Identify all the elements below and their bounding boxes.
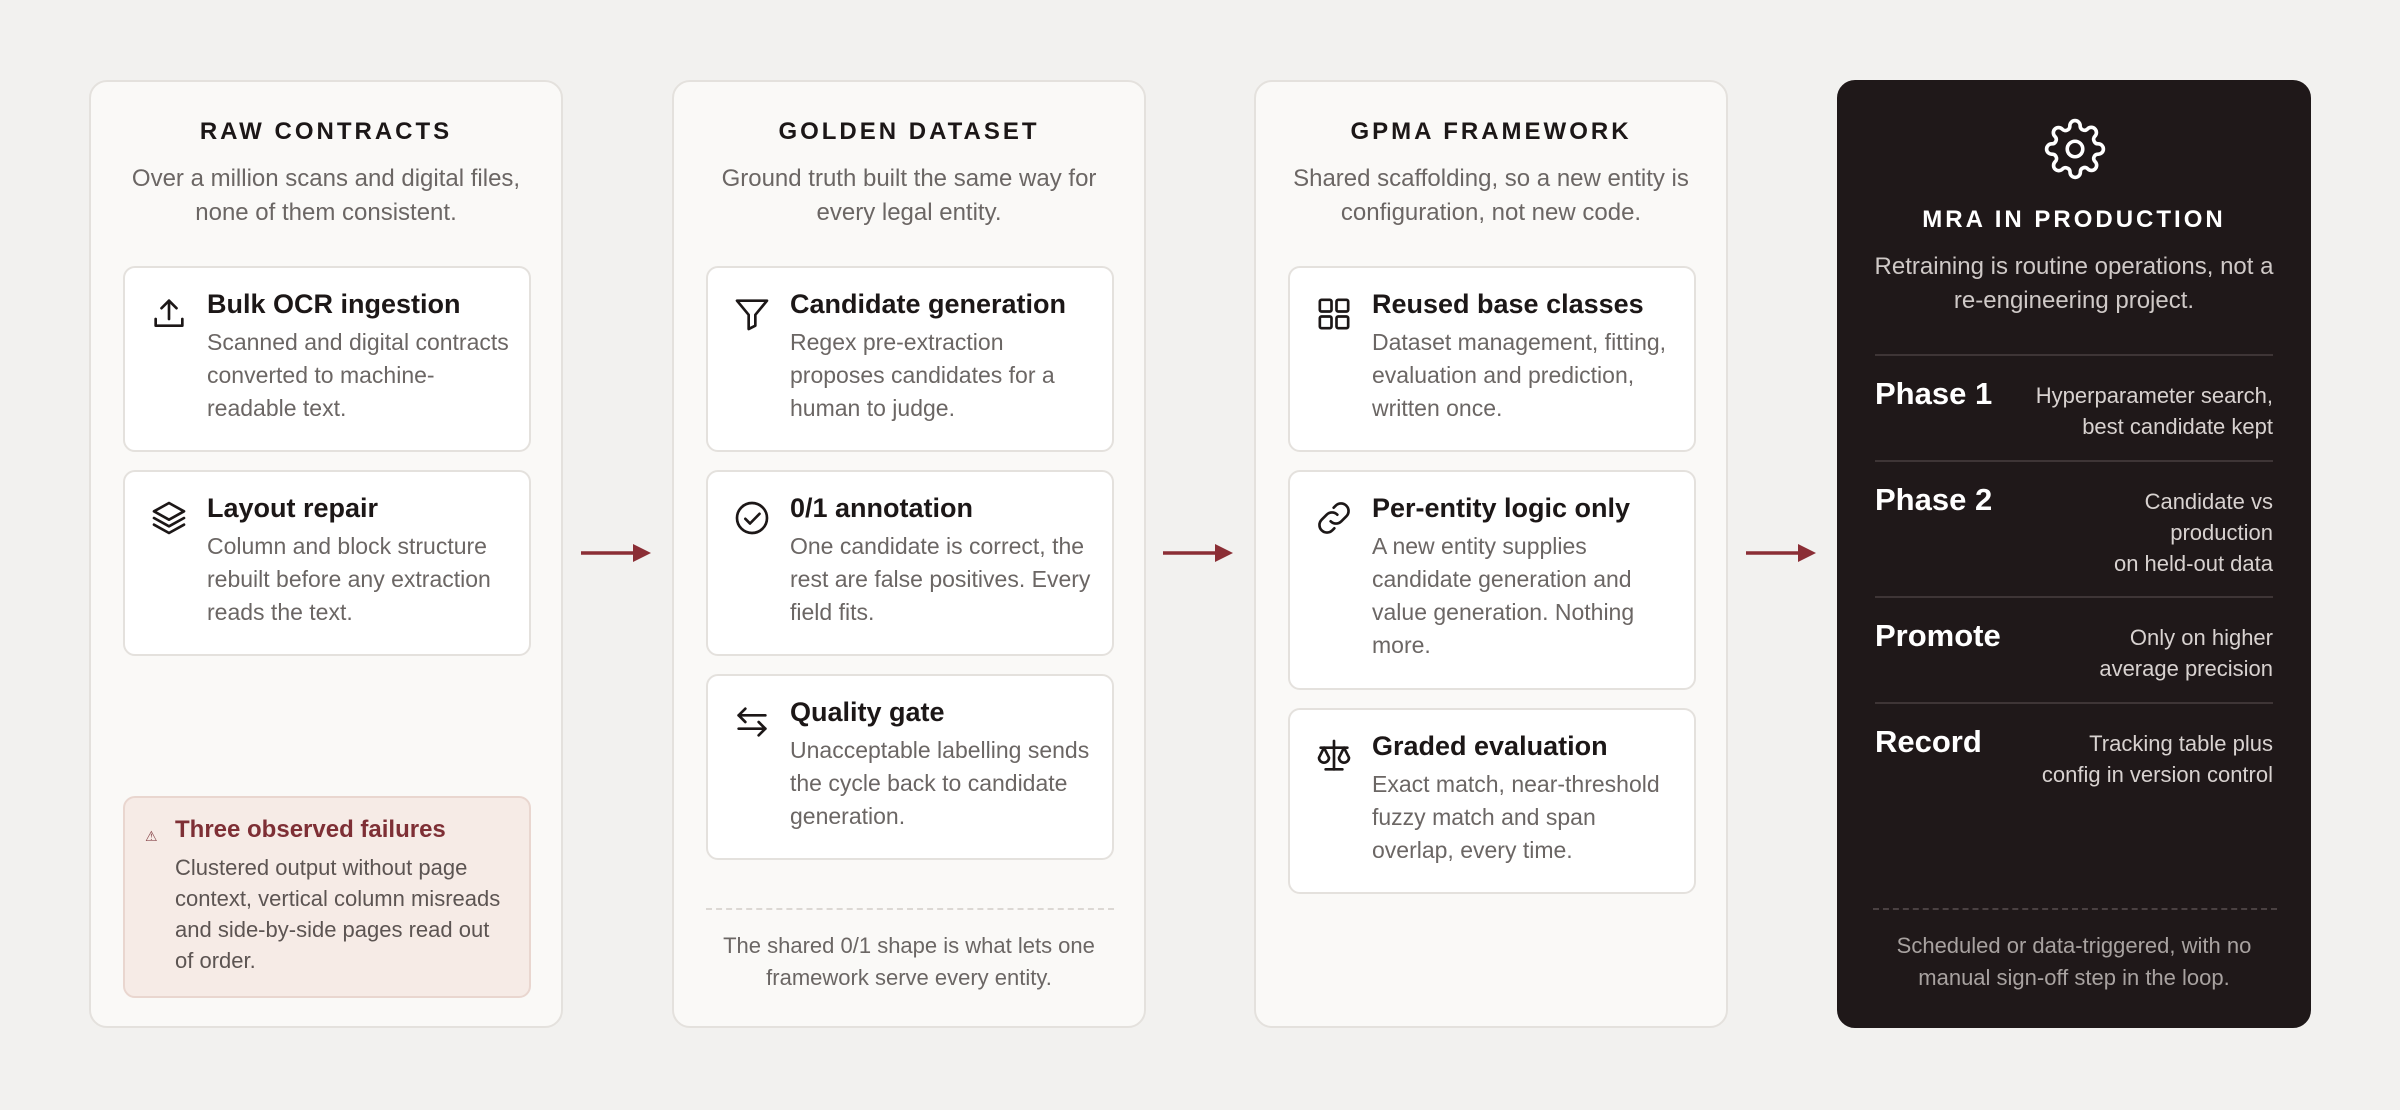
card-text: Dataset management, fitting, evaluation and prediction, written once. xyxy=(1372,329,1667,421)
phase-row xyxy=(1875,460,2273,598)
column-title: GOLDEN DATASET xyxy=(778,118,1040,145)
phase-row xyxy=(1875,596,2273,702)
raw-contracts-column xyxy=(89,80,563,1028)
column-subtitle: Over a million scans and digital files, none of them consistent. xyxy=(131,165,521,226)
column-title: MRA IN PRODUCTION xyxy=(1922,206,2226,233)
card-bulk-ocr xyxy=(123,266,531,452)
upload-icon xyxy=(149,294,189,334)
phase-desc: Hyperparameter search, best candidate kept xyxy=(2035,383,2273,439)
gear-icon xyxy=(2044,118,2106,180)
card-text: A new entity supplies candidate generation and value generation. Nothing more. xyxy=(1372,533,1635,658)
grid-icon xyxy=(1314,294,1354,334)
callout-title: Three observed failures xyxy=(175,816,446,843)
card-title: Quality gate xyxy=(790,697,945,727)
phase-row xyxy=(1875,354,2273,460)
mra-production-column xyxy=(1837,80,2311,1028)
card-text: Regex pre-extraction proposes candidates for a human to judge. xyxy=(790,329,1055,421)
phase-label: Record xyxy=(1875,724,1982,759)
card-title: 0/1 annotation xyxy=(790,493,974,523)
card-text: Column and block structure rebuilt before any extraction reads the text. xyxy=(207,533,491,625)
card-quality-gate xyxy=(706,674,1114,860)
phase-label: Phase 2 xyxy=(1875,482,1993,517)
filter-icon xyxy=(732,294,772,334)
card-title: Graded evaluation xyxy=(1372,731,1608,761)
layers-icon xyxy=(149,498,189,538)
arrow-icon xyxy=(1163,541,1235,565)
card-text: Exact match, near-threshold fuzzy match and span overlap, every time. xyxy=(1372,771,1660,863)
card-title: Layout repair xyxy=(207,493,379,523)
card-text: Scanned and digital contracts converted to machine-readable text. xyxy=(207,329,509,421)
arrow-icon xyxy=(581,541,653,565)
column-subtitle: Retraining is routine operations, not a re-engineering project. xyxy=(1874,253,2274,314)
phase-desc: Candidate vs production on held-out data xyxy=(2113,489,2273,576)
arrow-icon xyxy=(1746,541,1818,565)
column-note: Scheduled or data-triggered, with no manual sign-off step in the loop. xyxy=(1896,933,2252,990)
link-icon xyxy=(1314,498,1354,538)
card-text: Unacceptable labelling sends the cycle back to candidate generation. xyxy=(790,737,1090,829)
card-title: Reused base classes xyxy=(1372,289,1644,319)
phase-desc: Tracking table plus config in version control xyxy=(2041,731,2273,787)
failures-callout xyxy=(123,796,531,998)
card-per-entity-logic xyxy=(1288,470,1696,690)
phase-label: Phase 1 xyxy=(1875,376,1993,411)
divider xyxy=(706,908,1114,910)
card-graded-evaluation xyxy=(1288,708,1696,894)
divider xyxy=(1873,908,2277,910)
warning-icon: ⚠ xyxy=(145,828,158,844)
callout-text: Clustered output without page context, vertical column misreads and side-by-side pages read out of order. xyxy=(175,855,501,973)
card-title: Per-entity logic only xyxy=(1372,493,1631,523)
golden-dataset-column xyxy=(672,80,1146,1028)
phase-desc: Only on higher average precision xyxy=(2099,625,2273,681)
card-title: Candidate generation xyxy=(790,289,1067,319)
card-layout-repair xyxy=(123,470,531,656)
column-title: RAW CONTRACTS xyxy=(199,118,453,145)
swap-icon xyxy=(732,702,772,742)
scale-icon xyxy=(1314,736,1354,776)
column-title: GPMA FRAMEWORK xyxy=(1350,118,1632,145)
card-title: Bulk OCR ingestion xyxy=(207,289,461,319)
phase-row xyxy=(1875,702,2273,808)
column-note: The shared 0/1 shape is what lets one framework serve every entity. xyxy=(723,933,1095,990)
gpma-framework-column xyxy=(1254,80,1728,1028)
phase-label: Promote xyxy=(1875,618,2001,653)
column-subtitle: Ground truth built the same way for every legal entity. xyxy=(721,165,1097,226)
card-annotation xyxy=(706,470,1114,656)
column-subtitle: Shared scaffolding, so a new entity is configuration, not new code. xyxy=(1293,165,1689,226)
card-text: One candidate is correct, the rest are false positives. Every field fits. xyxy=(790,533,1091,625)
card-reused-base-classes xyxy=(1288,266,1696,452)
check-circle-icon xyxy=(732,498,772,538)
card-candidate-generation xyxy=(706,266,1114,452)
